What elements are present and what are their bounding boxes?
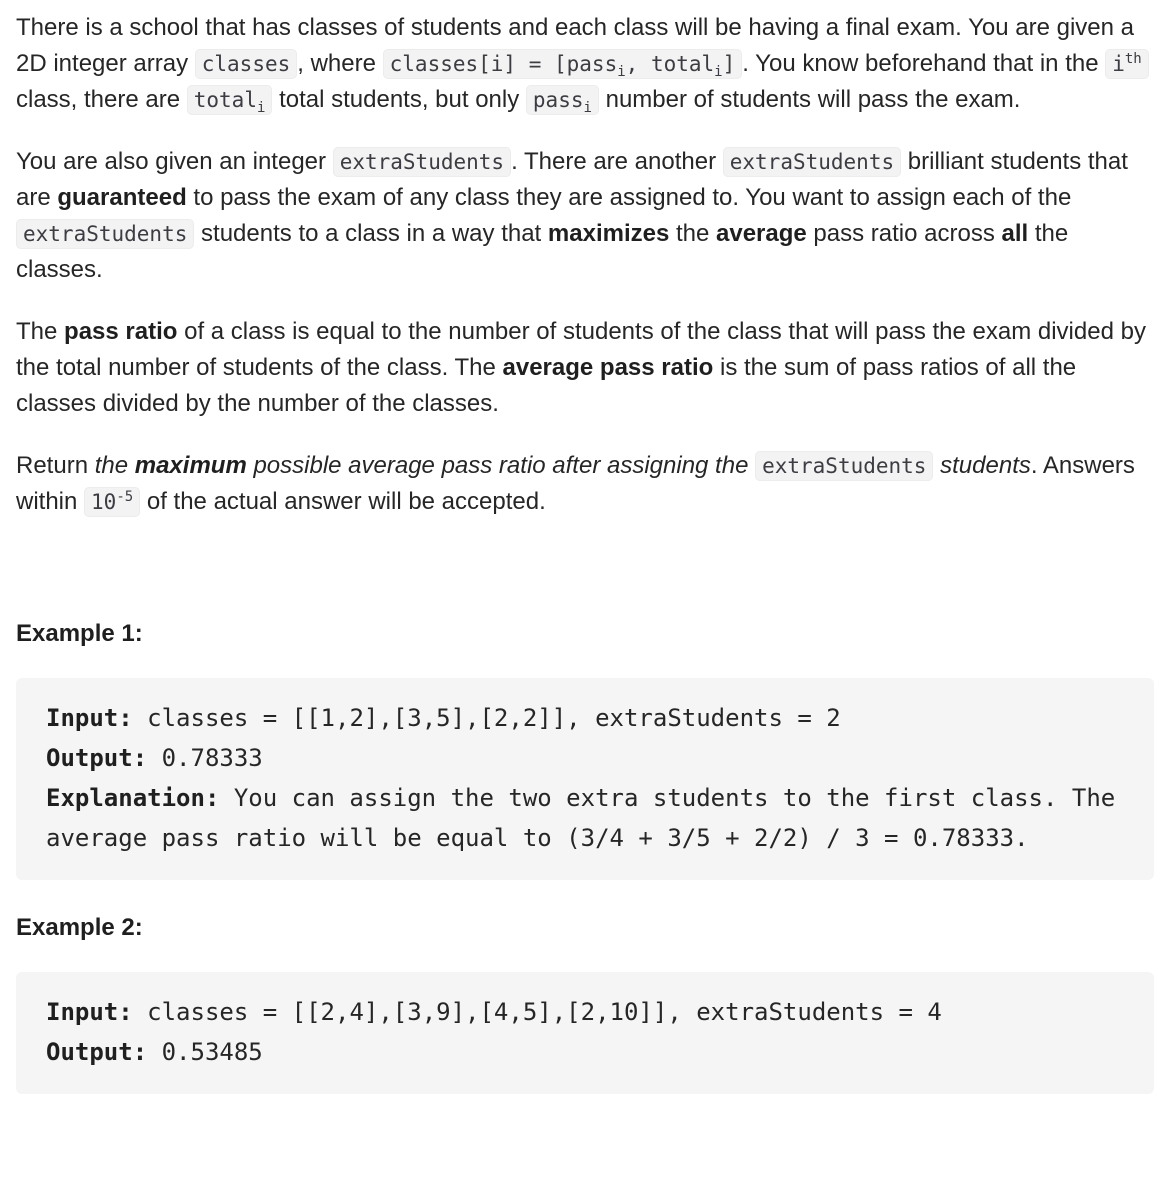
bold-text: maximizes: [547, 220, 670, 247]
text: total students, but only: [272, 86, 526, 113]
text: the: [669, 220, 717, 247]
text: the: [94, 452, 135, 479]
text: possible average pass ratio after assigning the: [246, 452, 756, 479]
code-part: pass: [532, 88, 584, 112]
code-tolerance: [84, 487, 140, 517]
text: the classes.: [16, 220, 1069, 283]
input-label: Input:: [46, 998, 133, 1026]
input-value: classes = [[1,2],[3,5],[2,2]], extraStudents = 2: [132, 704, 841, 732]
code-part: , total: [625, 52, 715, 76]
text: , where: [297, 50, 383, 77]
code-part: classes[i] = [pass: [389, 52, 618, 76]
text: You are also given an integer: [16, 148, 333, 175]
code-ith: [1105, 49, 1149, 79]
input-value: classes = [[2,4],[3,9],[4,5],[2,10]], extraStudents = 4: [132, 998, 942, 1026]
example-1-title: Example 1:: [16, 620, 143, 647]
text: brilliant students that are: [16, 148, 1128, 211]
text: number of students will pass the exam.: [598, 86, 1021, 113]
superscript: th: [1124, 51, 1142, 67]
bold-text: guaranteed: [57, 184, 187, 211]
output-label: Output:: [46, 744, 148, 772]
example-2-title: Example 2:: [16, 914, 143, 941]
bold-text: pass ratio: [64, 318, 178, 345]
bold-text: average pass ratio: [502, 354, 714, 381]
pass-ratio-paragraph: [16, 314, 1154, 422]
bold-text: all: [1001, 220, 1029, 247]
code-total-i: [187, 85, 273, 115]
code-classes: classes: [195, 49, 298, 79]
code-extra-students: extraStudents: [333, 147, 511, 177]
example-2-block: [16, 972, 1154, 1094]
extra-students-paragraph: [16, 144, 1154, 288]
code-extra-students: extraStudents: [723, 147, 901, 177]
text: pass ratio across: [806, 220, 1002, 247]
example-input-line: [46, 992, 1124, 1032]
subscript: i: [714, 64, 723, 81]
bold-text: maximum: [134, 452, 247, 479]
text: students: [933, 452, 1031, 479]
text: to pass the exam of any class they are assigned to. You want to assign each of the: [186, 184, 1072, 211]
code-classes-def: [383, 49, 743, 79]
text: of the actual answer will be accepted.: [140, 488, 546, 515]
intro-paragraph: [16, 10, 1154, 118]
code-extra-students: extraStudents: [755, 451, 933, 481]
spacer: [16, 546, 1154, 616]
text: class, there are: [16, 86, 187, 113]
output-value: 0.53485: [147, 1038, 263, 1066]
bold-text: average: [716, 220, 807, 247]
superscript: -5: [116, 489, 134, 505]
text: There is a school that has classes of students and each class will be having a final exam. You are given a 2D integer array: [16, 14, 1134, 77]
example-output-line: [46, 1032, 1124, 1072]
italic-text: [95, 452, 1031, 479]
explanation-value: You can assign the two extra students to the first class. The average pass ratio will be equal to (3/4 + 3/5 + 2/2) / 3 = 0.78333.: [46, 784, 1130, 852]
output-label: Output:: [46, 1038, 148, 1066]
subscript: i: [583, 100, 592, 117]
text: . You know beforehand that in the: [742, 50, 1106, 77]
subscript: i: [256, 100, 266, 117]
text: students to a class in a way that: [194, 220, 548, 247]
code-part: total: [193, 88, 257, 112]
text: The: [16, 318, 65, 345]
code-part: ]: [722, 52, 736, 76]
example-explanation-line: [46, 778, 1130, 858]
example-output-line: [46, 738, 1124, 778]
code-pass-i: [526, 85, 599, 115]
code-extra-students: extraStudents: [16, 219, 194, 249]
code-part: i: [1112, 52, 1125, 76]
text: of a class is equal to the number of students of the class that will pass the exam divided by the total number of students of the class. The: [16, 318, 1146, 381]
text: . Answers within: [16, 452, 1135, 515]
example-1-block: [16, 678, 1154, 880]
input-label: Input:: [46, 704, 133, 732]
code-part: 10: [91, 490, 117, 514]
example-input-line: [46, 698, 1124, 738]
text: . There are another: [511, 148, 723, 175]
return-paragraph: [16, 448, 1154, 520]
explanation-label: Explanation:: [46, 784, 220, 812]
text: Return: [16, 452, 95, 479]
subscript: i: [617, 64, 626, 81]
output-value: 0.78333: [147, 744, 263, 772]
text: is the sum of pass ratios of all the classes divided by the number of the classes.: [16, 354, 1077, 417]
